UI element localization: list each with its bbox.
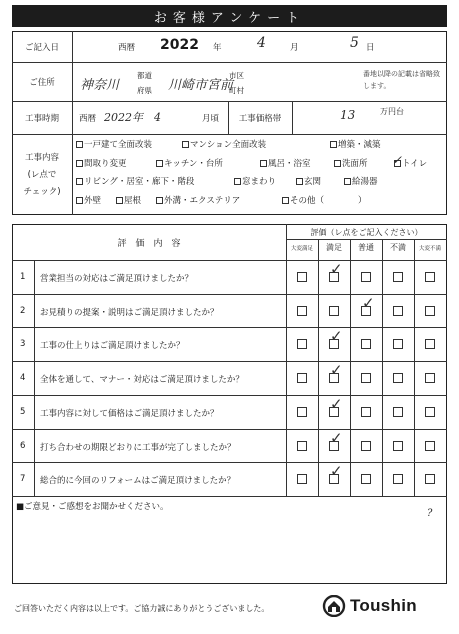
date-month: 4 [257,35,266,51]
rating-check-mark: ✓ [330,260,343,278]
work-type-item[interactable] [260,157,311,169]
rating-label: 普通 [358,243,374,252]
work-type-label: 増築・減築 [338,140,381,150]
work-type-item[interactable] [234,175,276,187]
rating-label: 不満 [390,243,406,252]
house-logo-icon [322,595,346,617]
question-number: 4 [20,373,26,384]
rating-checkbox[interactable] [297,407,307,417]
rating-checkbox[interactable] [393,474,403,484]
work-type-checkbox[interactable] [260,160,267,167]
rating-checkbox[interactable] [425,407,435,417]
date-day: 5 [350,35,359,51]
work-type-label: 給湯器 [352,177,378,187]
work-type-checkbox[interactable] [234,178,241,185]
work-type-item[interactable] [182,138,266,150]
question-text: 営業担当の対応はご満足頂けましたか？ [40,274,194,284]
date-year-unit: 年 [213,43,222,53]
work-type-checkbox[interactable] [344,178,351,185]
rating-label: 満足 [326,243,342,252]
work-type-checkbox[interactable] [116,197,123,204]
work-type-label: マンション全面改装 [190,140,267,150]
comment-label: ■ご意見・ご感想をお聞かせください。 [16,502,169,512]
rating-check-mark: ✓ [330,394,343,413]
rating-checkbox[interactable] [425,441,435,451]
work-type-checkbox[interactable] [76,178,83,185]
date-day-unit: 日 [366,43,375,53]
question-text: 工事の仕上りはご満足頂けましたか？ [40,341,185,352]
work-type-checkbox[interactable] [282,197,289,204]
work-type-item[interactable] [296,175,321,187]
work-type-label: 洗面所 [342,158,368,169]
rating-checkbox[interactable] [297,474,307,484]
address-choson: 町村 [229,86,244,95]
work-type-checkbox[interactable] [76,141,83,148]
work-type-label: 風呂・浴室 [268,158,311,169]
rating-header: 評価（レ点をご記入ください） [310,228,423,237]
rating-checkbox[interactable] [297,441,307,451]
question-text: お見積りの提案・説明はご満足頂けましたか？ [40,307,219,318]
question-text: 全体を通して、マナー・対応はご満足頂けましたか？ [40,375,244,386]
work-type-checkbox[interactable] [182,141,189,148]
work-type-label: 屋根 [124,195,142,206]
work-type-item[interactable] [330,138,381,150]
work-type-checkbox[interactable] [76,197,83,204]
date-era: 西暦 [118,43,136,53]
address-todo: 都道 [137,71,152,80]
work-type-item[interactable] [76,157,127,169]
rating-checkbox[interactable] [393,272,403,282]
period-era: 西暦 [79,114,97,124]
rating-checkbox[interactable] [361,407,371,417]
question-text: 総合的に今回のリフォームはご満足頂けましたか？ [40,476,236,487]
rating-checkbox[interactable] [425,272,435,282]
rating-checkbox[interactable] [297,373,307,383]
work-type-label: トイレ [402,158,428,169]
work-type-item[interactable] [344,175,378,187]
rating-check-mark: ✓ [362,293,375,312]
survey-title: お客様アンケート [12,5,447,27]
work-type-item[interactable] [76,175,194,187]
address-prefecture: 神奈川 [80,78,120,93]
rating-checkbox[interactable] [297,272,307,282]
work-type-label: 一戸建て全面改装 [84,140,153,150]
price-label: 工事価格帯 [229,102,291,133]
rating-checkbox[interactable] [393,339,403,349]
rating-checkbox[interactable] [425,373,435,383]
rating-label: 大変満足 [290,246,313,252]
rating-checkbox[interactable] [393,407,403,417]
rating-checkbox[interactable] [425,474,435,484]
work-type-checkbox[interactable] [156,197,163,204]
rating-checkbox[interactable] [425,306,435,316]
work-type-item[interactable] [116,194,141,206]
work-type-label: 外壁 [84,195,102,206]
question-number: 7 [20,474,26,485]
date-label: ご記入日 [13,32,71,62]
work-type-item[interactable] [334,157,368,169]
question-number: 1 [20,272,26,282]
question-number: 5 [20,406,26,417]
rating-checkbox[interactable] [393,373,403,383]
price-unit: 万円台 [380,107,404,116]
work-type-checkbox[interactable] [334,160,341,167]
rating-check-mark: ✓ [330,428,343,447]
work-type-item[interactable] [156,194,240,206]
question-number: 2 [20,305,26,316]
work-type-checkbox[interactable] [156,160,163,167]
work-type-item[interactable] [76,194,101,206]
rating-checkbox[interactable] [393,441,403,451]
date-month-unit: 月 [290,43,299,53]
question-number: 6 [20,440,26,451]
address-shiku: 市区 [229,71,244,80]
rating-checkbox[interactable] [361,373,371,383]
question-text: 打ち合わせの期限どおりに工事が完了しましたか？ [40,442,236,453]
brand-name: Toushin [350,596,417,615]
rating-checkbox[interactable] [361,339,371,349]
footer-thanks: ご回答いただく内容は以上です。ご協力誠にありがとうございました。 [14,604,270,613]
work-type-item[interactable] [76,138,152,150]
address-city: 川崎市宮前 [168,78,234,93]
work-type-item[interactable] [282,194,367,206]
work-type-label: 間取り変更 [84,158,127,169]
rating-checkbox[interactable] [329,306,339,316]
rating-checkbox[interactable] [393,306,403,316]
address-fuken: 府県 [137,86,152,95]
work-type-checkbox[interactable] [296,178,303,185]
date-year: 2022 [160,37,199,53]
work-type-label: その他（ ） [290,195,367,206]
work-type-checkbox[interactable] [330,141,337,148]
eval-header: 評 価 内 容 [117,239,181,249]
address-note: 番地以降の記載は省略致します。 [363,70,440,90]
work-type-label: 外溝・エクステリア [164,195,241,206]
rating-checkbox[interactable] [361,474,371,484]
work-type-label: 窓まわり [242,177,277,187]
rating-checkbox[interactable] [425,339,435,349]
brand-logo [322,595,417,617]
rating-checkbox[interactable] [297,306,307,316]
work-type-checkbox[interactable] [76,160,83,167]
rating-checkbox[interactable] [297,339,307,349]
work-type-item[interactable] [156,157,223,169]
comment-mark: ? [427,508,433,519]
address-label: ご住所 [13,63,71,100]
price-value: 13 [340,108,356,122]
period-value: 2022年 4 [104,111,161,124]
rating-checkbox[interactable] [361,441,371,451]
rating-checkbox[interactable] [361,272,371,282]
rating-label: 大変不満 [418,246,441,252]
work-type-label: リビング・居室・廊下・階段 [84,177,195,187]
question-text: 工事内容に対して価格はご満足頂けましたか？ [40,408,219,419]
content-label: 工事内容 (レ点で チェック) [23,153,61,197]
work-type-check-mark: ✓ [392,152,403,167]
rating-check-mark: ✓ [330,361,343,380]
period-unit: 月頃 [202,114,220,124]
rating-check-mark: ✓ [330,327,343,346]
work-type-label: 玄関 [304,177,322,187]
rating-check-mark: ✓ [330,462,343,481]
period-label: 工事時期 [13,102,71,133]
work-type-label: キッチン・台所 [164,158,223,169]
question-number: 3 [20,339,26,350]
